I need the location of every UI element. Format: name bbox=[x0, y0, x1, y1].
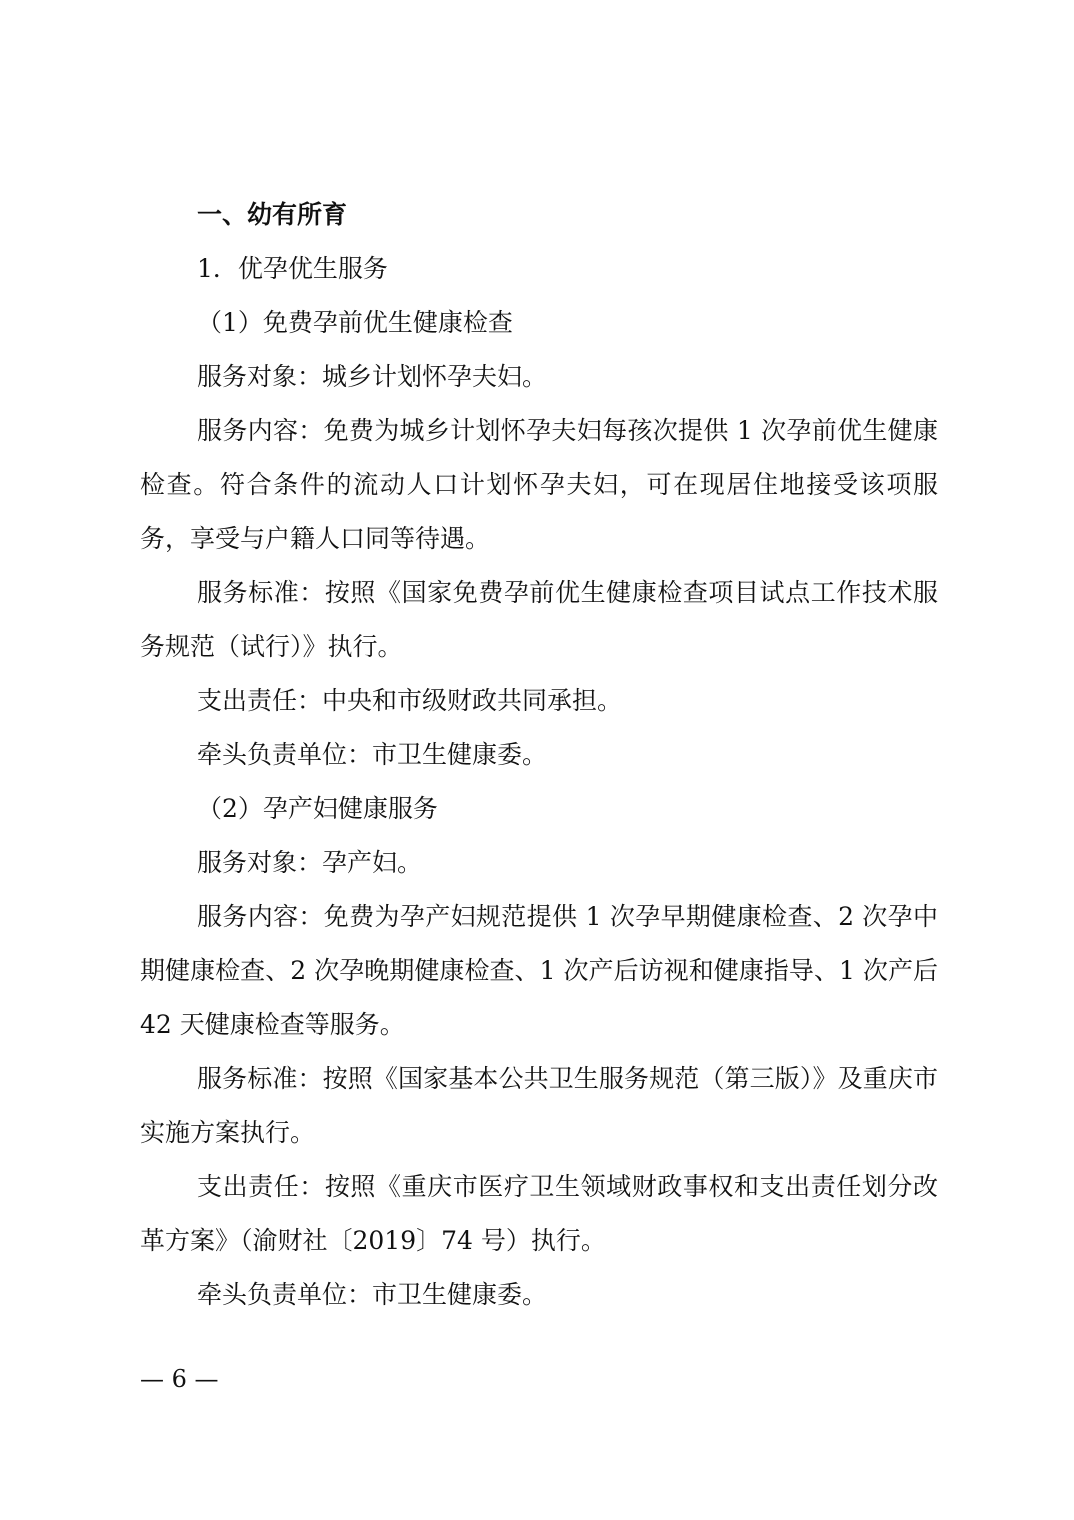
sub1-service-content: 服务内容：免费为城乡计划怀孕夫妇每孩次提供 1 次孕前优生健康检查。符合条件的流动人口计划怀孕夫妇，可在现居住地接受该项服务，享受与户籍人口同等待遇。 bbox=[140, 416, 938, 553]
sub1-service-target: 服务对象：城乡计划怀孕夫妇。 bbox=[197, 362, 548, 391]
sub1-service-standard: 服务标准：按照《国家免费孕前优生健康检查项目试点工作技术服务规范（试行）》执行。 bbox=[140, 578, 938, 661]
sub2-title: （2）孕产妇健康服务 bbox=[197, 794, 438, 823]
sub1-title: （1）免费孕前优生健康检查 bbox=[197, 308, 513, 337]
sub2-service-target: 服务对象：孕产妇。 bbox=[197, 848, 423, 877]
sub1-expense-responsibility: 支出责任：中央和市级财政共同承担。 bbox=[197, 686, 623, 715]
sub1-lead-unit: 牵头负责单位：市卫生健康委。 bbox=[197, 740, 548, 769]
sub2-service-content: 服务内容：免费为孕产妇规范提供 1 次孕早期健康检查、2 次孕中期健康检查、2 次孕晚期健康检查、1 次产后访视和健康指导、1 次产后 42 天健康检查等服务。 bbox=[140, 902, 938, 1039]
sub2-expense-responsibility: 支出责任：按照《重庆市医疗卫生领域财政事权和支出责任划分改革方案》（渝财社〔2019〕74 号）执行。 bbox=[140, 1172, 938, 1255]
item-title: 1．优孕优生服务 bbox=[197, 254, 388, 283]
section-heading: 一、幼有所育 bbox=[197, 200, 348, 229]
page-number: — 6 — bbox=[140, 1365, 219, 1393]
sub2-lead-unit: 牵头负责单位：市卫生健康委。 bbox=[197, 1280, 548, 1309]
document-body bbox=[140, 188, 938, 1322]
sub2-service-standard: 服务标准：按照《国家基本公共卫生服务规范（第三版）》及重庆市实施方案执行。 bbox=[140, 1064, 938, 1147]
